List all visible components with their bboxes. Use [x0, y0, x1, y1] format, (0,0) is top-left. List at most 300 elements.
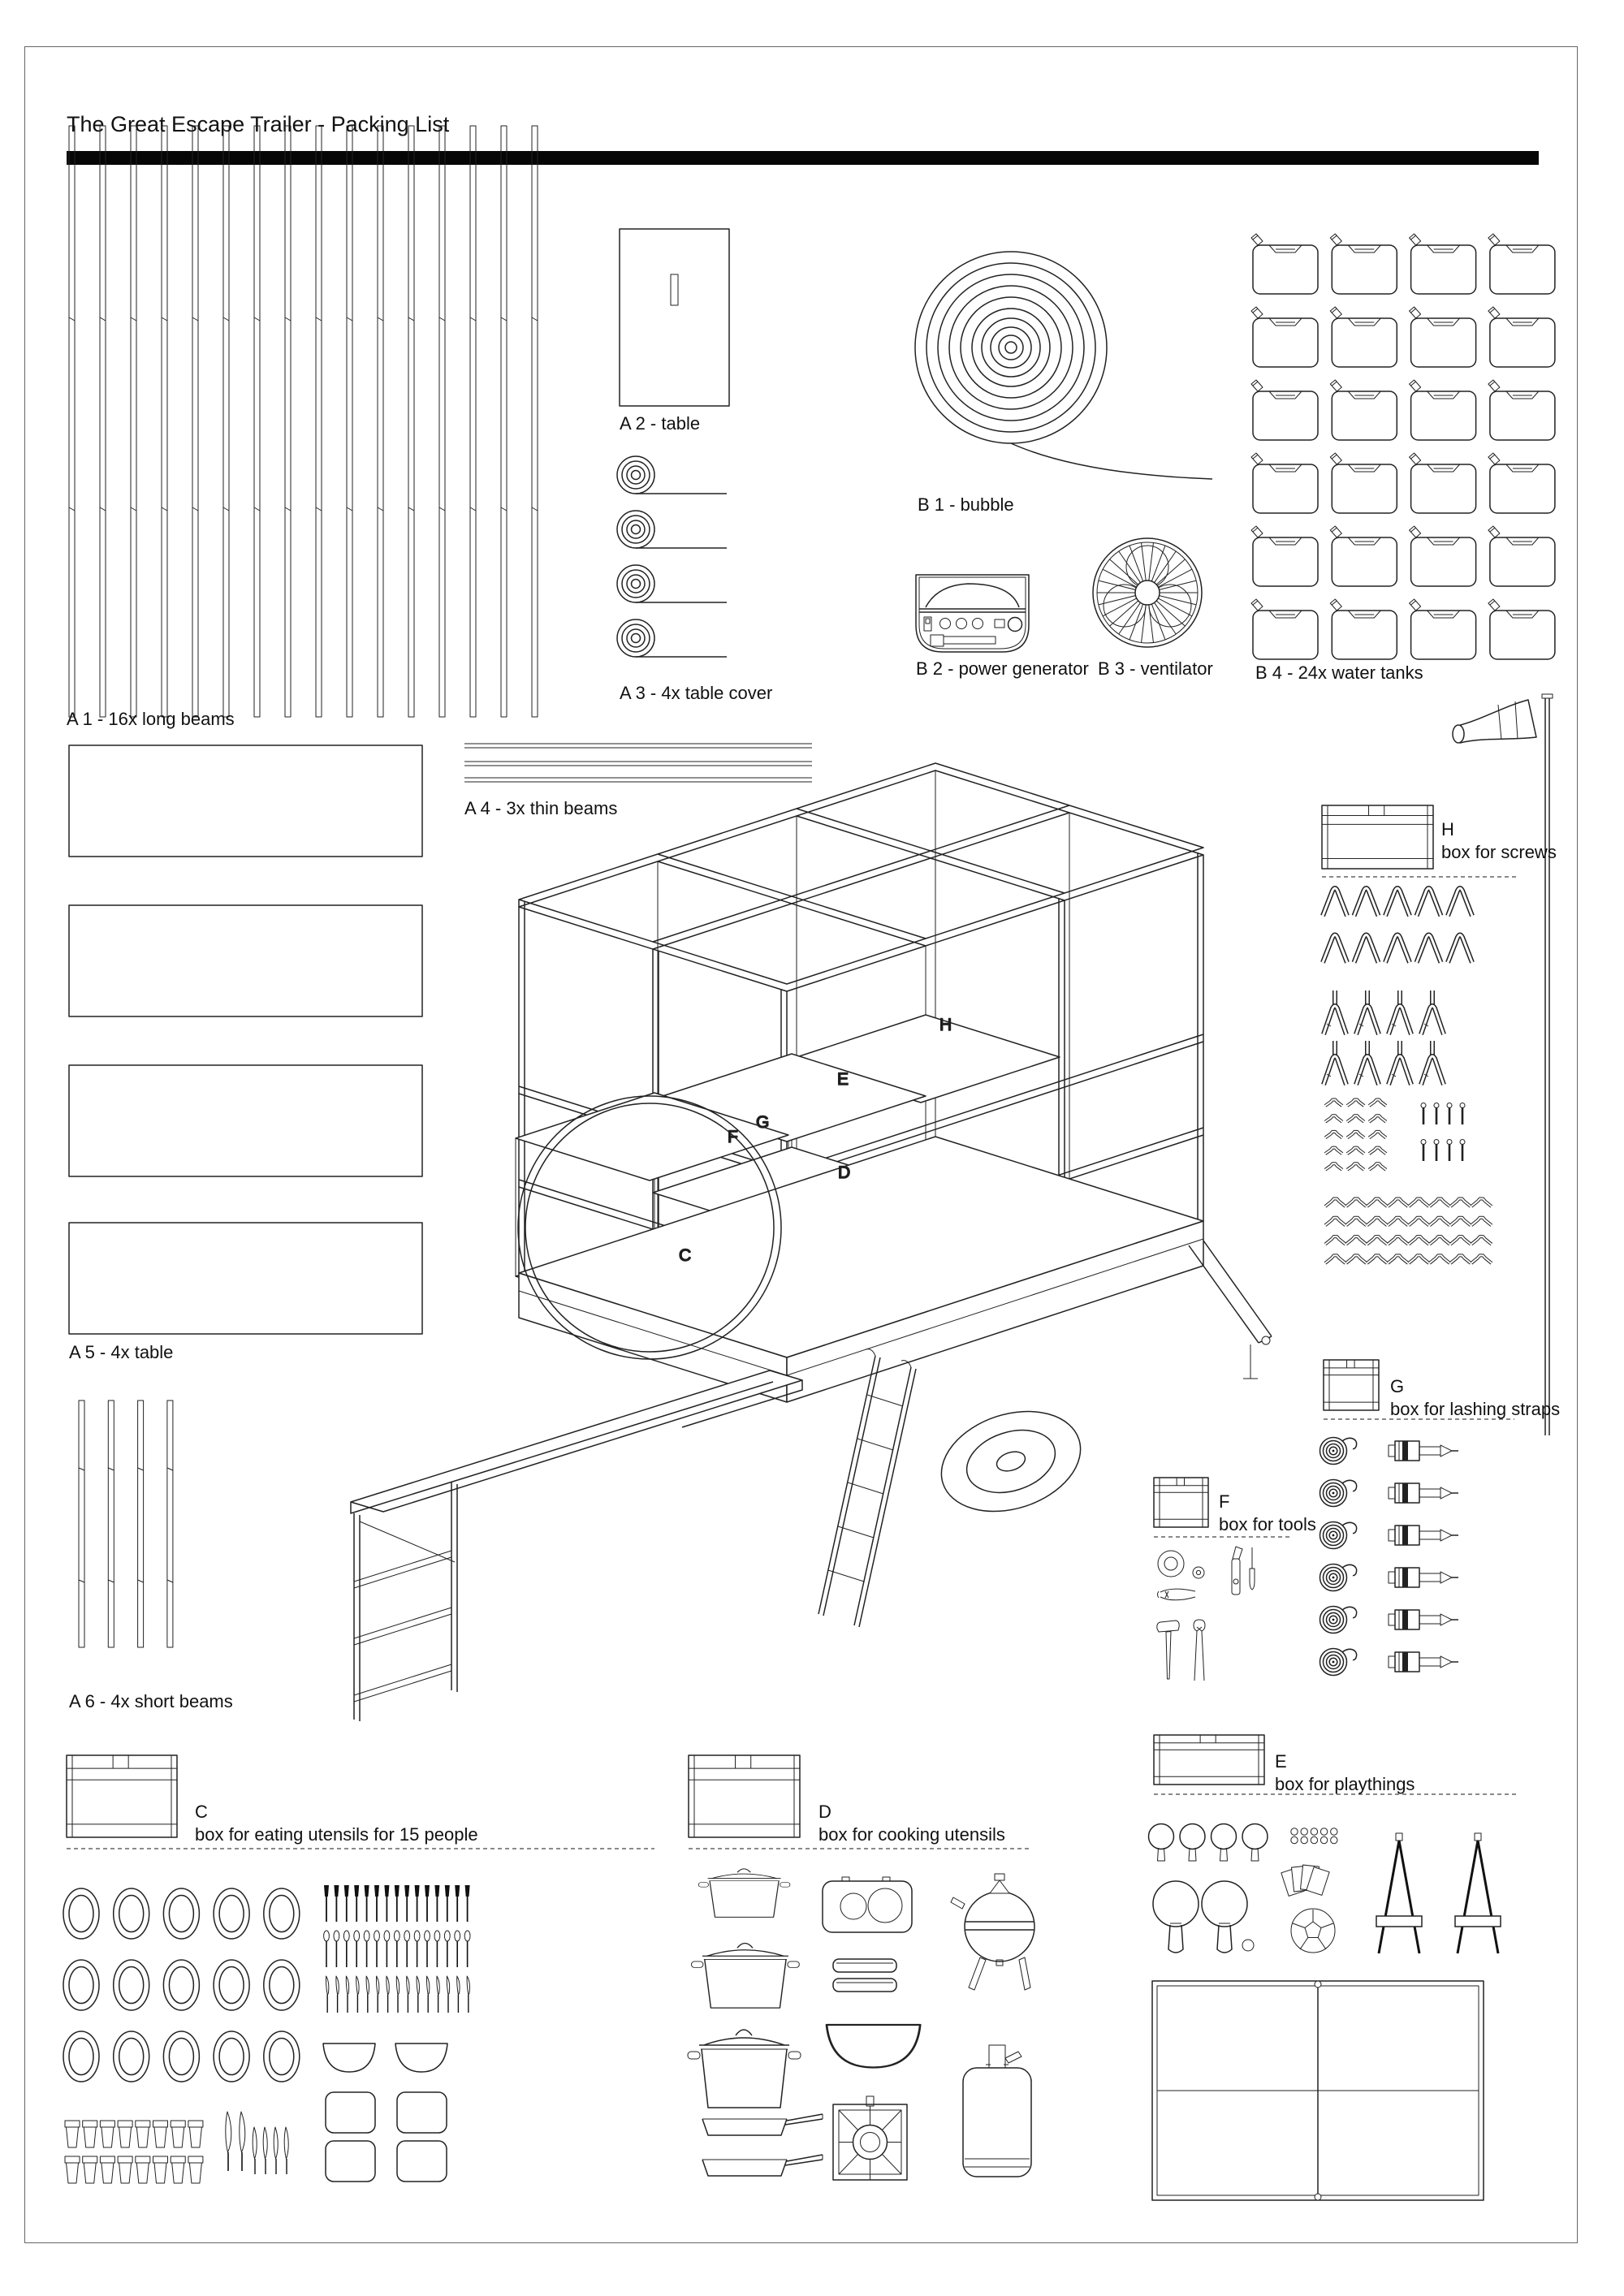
kitchen-knife-small — [274, 2127, 278, 2174]
fork — [344, 1885, 349, 1922]
pliers — [1158, 1589, 1196, 1600]
wing-bolt — [1367, 1236, 1387, 1245]
cup — [136, 2156, 150, 2183]
short-beam — [167, 1400, 173, 1647]
cup — [65, 2156, 80, 2183]
fork — [425, 1885, 430, 1922]
small-hook — [1369, 1148, 1386, 1154]
fork — [384, 1885, 389, 1922]
gas-burner — [833, 2096, 907, 2180]
wing-bolt — [1471, 1255, 1492, 1263]
water-tank — [1410, 526, 1476, 586]
plate — [63, 1888, 99, 1939]
fork — [365, 1885, 369, 1922]
wing-bolt — [1325, 1218, 1345, 1226]
crate — [1154, 1478, 1208, 1527]
kitchen-knife-large — [226, 2112, 231, 2171]
cooking-items — [688, 1869, 1034, 2180]
board — [397, 2141, 447, 2182]
small-hook — [1347, 1116, 1364, 1122]
lashing-strap — [1320, 1438, 1357, 1465]
ventilator — [1093, 538, 1202, 647]
spoon — [464, 1931, 470, 1967]
kitchen-knife-large — [240, 2112, 245, 2171]
table-cover-roll — [617, 511, 727, 548]
spoon — [414, 1931, 420, 1967]
pan-group — [702, 2114, 823, 2176]
table-knife — [417, 1976, 419, 2013]
playing-cards — [1281, 1865, 1329, 1896]
wing-bolt — [1409, 1255, 1429, 1263]
long-beam — [69, 126, 75, 717]
water-tank — [1251, 526, 1318, 586]
table-knife — [447, 1976, 449, 2013]
box-f-label: box for tools — [1219, 1514, 1316, 1534]
fork — [334, 1885, 339, 1922]
wing-bolt — [1471, 1199, 1492, 1207]
kitchen-knife-small-group — [253, 2127, 288, 2174]
fork — [445, 1885, 450, 1922]
tt-paddle — [1242, 1824, 1268, 1862]
wing-bolt — [1430, 1218, 1450, 1226]
box-f-letter: F — [1219, 1491, 1230, 1512]
board — [326, 2092, 375, 2133]
large-peg — [1354, 888, 1379, 916]
wing-bolt — [1388, 1218, 1408, 1226]
label-b3: B 3 - ventilator — [1098, 658, 1213, 679]
large-peg-group — [1323, 888, 1472, 963]
cup — [188, 2121, 203, 2147]
large-peg — [1417, 935, 1441, 963]
power-generator — [916, 575, 1029, 652]
wheel — [928, 1395, 1093, 1529]
table-knife — [346, 1976, 348, 2013]
fork — [324, 1885, 329, 1922]
table-knife — [457, 1976, 460, 2013]
water-tank — [1410, 599, 1476, 659]
label-a3: A 3 - 4x table cover — [620, 683, 773, 703]
ramp-table — [351, 1370, 802, 1721]
pin — [1421, 1103, 1426, 1125]
small-hook — [1369, 1116, 1386, 1122]
label-a6: A 6 - 4x short beams — [69, 1691, 233, 1711]
cup — [171, 2121, 185, 2147]
plate — [214, 2031, 249, 2082]
plate — [163, 1888, 199, 1939]
tt-ball-group — [1291, 1828, 1337, 1844]
small-hook-group — [1325, 1100, 1386, 1170]
water-tank-group — [1251, 234, 1555, 659]
spoon — [394, 1931, 400, 1967]
box-h-letter: H — [1441, 819, 1454, 839]
plate — [214, 1888, 249, 1939]
small-hook — [1325, 1116, 1342, 1122]
wing-bolt — [1430, 1199, 1450, 1207]
wing-bolt — [1388, 1236, 1408, 1245]
trailer-marker-e: E — [837, 1070, 849, 1089]
large-peg — [1448, 935, 1472, 963]
long-beam — [254, 126, 260, 717]
trailer-marker-g: G — [756, 1113, 770, 1132]
plate — [63, 1960, 99, 2010]
ratchet — [1389, 1568, 1458, 1587]
table-knife — [437, 1976, 439, 2013]
table-knife — [387, 1976, 389, 2013]
label-b4: B 4 - 24x water tanks — [1255, 662, 1423, 683]
label-a5: A 5 - 4x table — [69, 1342, 174, 1362]
water-tank — [1410, 453, 1476, 513]
beach-ball — [1242, 1940, 1254, 1951]
bubble — [915, 252, 1212, 479]
cup — [118, 2156, 132, 2183]
pincers — [1194, 1620, 1205, 1681]
wing-bolt-group — [1325, 1199, 1492, 1263]
grill-grate — [833, 1979, 896, 1992]
pin — [1447, 1140, 1452, 1162]
small-hook — [1325, 1148, 1342, 1154]
table-cover-roll — [617, 619, 727, 657]
cup — [118, 2121, 132, 2147]
plate — [114, 2031, 149, 2082]
fork-group — [324, 1885, 470, 1922]
small-hook — [1369, 1100, 1386, 1107]
fork — [354, 1885, 359, 1922]
pin — [1460, 1103, 1465, 1125]
serving-bowl — [395, 2044, 447, 2072]
fork — [415, 1885, 420, 1922]
spoon — [384, 1931, 390, 1967]
trailer-marker-h: H — [939, 1016, 952, 1034]
wing-bolt — [1450, 1236, 1471, 1245]
lashing-strap — [1320, 1564, 1357, 1591]
trailer-marker-c: C — [679, 1246, 692, 1265]
long-beam — [131, 126, 136, 717]
cup-group — [65, 2121, 203, 2183]
large-peg — [1323, 935, 1347, 963]
table-cover-roll — [617, 456, 727, 494]
wing-bolt — [1367, 1199, 1387, 1207]
plate — [264, 1888, 300, 1939]
wing-bolt — [1471, 1236, 1492, 1245]
screwdriver — [1250, 1547, 1255, 1590]
table-knife — [326, 1976, 328, 2013]
wing-bolt — [1450, 1255, 1471, 1263]
fork — [395, 1885, 400, 1922]
trailer-drawing — [351, 763, 1272, 1721]
lashing-strap — [1320, 1607, 1357, 1634]
label-a4: A 4 - 3x thin beams — [464, 798, 618, 818]
ladder — [818, 1349, 916, 1627]
plate — [163, 2031, 199, 2082]
water-tank — [1251, 453, 1318, 513]
easel-group — [1376, 1833, 1501, 1953]
wing-bolt — [1325, 1199, 1345, 1207]
spoon — [343, 1931, 349, 1967]
flag-pole — [1542, 694, 1553, 1435]
forked-peg — [1421, 990, 1444, 1034]
plate — [114, 1960, 149, 2010]
lashing-strap — [1320, 1522, 1357, 1549]
forked-peg-group — [1324, 990, 1444, 1085]
long-beam — [316, 126, 322, 717]
cup — [171, 2156, 185, 2183]
beach-paddle — [1153, 1881, 1199, 1953]
cup — [83, 2156, 97, 2183]
pin — [1434, 1140, 1439, 1162]
spoon — [455, 1931, 460, 1967]
table-knife — [396, 1976, 399, 2013]
plaything-items — [1152, 1865, 1484, 2200]
wing-bolt — [1367, 1255, 1387, 1263]
plate — [214, 1960, 249, 2010]
box-g-letter: G — [1390, 1376, 1405, 1396]
small-hook — [1325, 1100, 1342, 1107]
forked-peg — [1356, 990, 1379, 1034]
serving-bowl — [323, 2044, 375, 2072]
small-hook — [1369, 1132, 1386, 1138]
table-knife-group — [326, 1976, 469, 2013]
box-c-letter: C — [195, 1802, 208, 1822]
beach-paddle-group — [1153, 1881, 1247, 1953]
long-beam — [285, 126, 291, 717]
table-knife — [336, 1976, 339, 2013]
cup — [65, 2121, 80, 2147]
long-beam — [378, 126, 383, 717]
large-peg — [1385, 888, 1410, 916]
crate — [689, 1755, 800, 1837]
large-peg — [1417, 888, 1441, 916]
ratchet — [1389, 1441, 1458, 1461]
thin-beams-a4 — [464, 744, 812, 782]
small-hook — [1369, 1163, 1386, 1170]
tt-ball — [1311, 1828, 1317, 1835]
forked-peg — [1356, 1041, 1379, 1085]
table-tennis-table — [1152, 1981, 1484, 2200]
forked-peg — [1389, 1041, 1411, 1085]
water-tank — [1251, 307, 1318, 367]
long-beam — [347, 126, 352, 717]
fork — [465, 1885, 470, 1922]
tables-a5 — [69, 745, 422, 1334]
label-b1: B 1 - bubble — [918, 494, 1014, 515]
table-a2 — [620, 229, 729, 406]
kitchen-knife-large-group — [226, 2112, 245, 2171]
pan — [702, 2155, 823, 2176]
tt-ball — [1291, 1828, 1298, 1835]
plate — [114, 1888, 149, 1939]
wing-bolt — [1325, 1236, 1345, 1245]
water-tank — [1488, 234, 1555, 294]
water-tank — [1330, 380, 1397, 440]
wing-bolt — [1450, 1199, 1471, 1207]
table-knife — [376, 1976, 378, 2013]
ratchet-group — [1389, 1441, 1458, 1672]
water-tank — [1488, 307, 1555, 367]
large-peg — [1385, 935, 1410, 963]
pin — [1447, 1103, 1452, 1125]
plate — [264, 2031, 300, 2082]
lashing-strap — [1320, 1480, 1357, 1507]
grill-grate-group — [833, 1959, 896, 1992]
cup — [83, 2121, 97, 2147]
long-beam — [439, 126, 445, 717]
table-knife — [426, 1976, 429, 2013]
water-tank — [1410, 234, 1476, 294]
small-hook — [1325, 1132, 1342, 1138]
table-knife — [366, 1976, 369, 2013]
small-hook — [1347, 1100, 1364, 1107]
cup — [188, 2156, 203, 2183]
spoon — [404, 1931, 410, 1967]
ratchet — [1389, 1526, 1458, 1545]
cutter-knife — [1232, 1547, 1242, 1595]
water-tank — [1251, 599, 1318, 659]
spoon — [354, 1931, 360, 1967]
serving-bowl-group — [323, 2044, 447, 2072]
water-tank — [1488, 453, 1555, 513]
tools — [1157, 1547, 1255, 1681]
spoon — [425, 1931, 430, 1967]
long-beam — [501, 126, 507, 717]
wing-bolt — [1409, 1236, 1429, 1245]
fork — [374, 1885, 379, 1922]
box-d-label: box for cooking utensils — [818, 1824, 1005, 1845]
spoon-group — [324, 1931, 470, 1967]
long-beam — [192, 126, 198, 717]
wing-bolt — [1409, 1218, 1429, 1226]
table-knife — [356, 1976, 359, 2013]
long-beam — [532, 126, 538, 717]
wing-bolt — [1346, 1236, 1367, 1245]
gas-bottle — [963, 2045, 1031, 2177]
wing-bolt — [1430, 1236, 1450, 1245]
board — [397, 2092, 447, 2133]
wing-bolt — [1346, 1199, 1367, 1207]
forked-peg — [1324, 990, 1346, 1034]
label-a2: A 2 - table — [620, 413, 701, 434]
spoon — [364, 1931, 369, 1967]
water-tank — [1330, 307, 1397, 367]
long-beam — [470, 126, 476, 717]
wing-bolt — [1346, 1218, 1367, 1226]
water-tank — [1488, 599, 1555, 659]
water-tank — [1330, 599, 1397, 659]
board-group — [326, 2092, 447, 2182]
tt-ball — [1320, 1836, 1327, 1843]
pan — [702, 2114, 823, 2135]
spoon — [324, 1931, 330, 1967]
long-beam — [162, 126, 167, 717]
pin — [1434, 1103, 1439, 1125]
fork — [434, 1885, 439, 1922]
cup — [153, 2156, 168, 2183]
grill-bowl — [827, 2025, 920, 2068]
football — [1291, 1909, 1335, 1953]
crate — [1322, 805, 1433, 869]
tt-paddle — [1180, 1824, 1205, 1862]
short-beam-group — [79, 1400, 173, 1647]
cup — [136, 2121, 150, 2147]
trailer-marker-d: D — [838, 1163, 851, 1182]
long-beam-group — [69, 126, 538, 717]
crate — [1154, 1735, 1264, 1785]
tt-paddle — [1212, 1824, 1237, 1862]
cup — [100, 2121, 114, 2147]
ratchet — [1389, 1483, 1458, 1503]
spoon — [444, 1931, 450, 1967]
kitchen-knife-small — [253, 2127, 257, 2174]
spoon — [434, 1931, 440, 1967]
wing-bolt — [1367, 1218, 1387, 1226]
pin — [1421, 1140, 1426, 1162]
water-tank — [1330, 526, 1397, 586]
box-d-letter: D — [818, 1802, 831, 1822]
ratchet — [1389, 1652, 1458, 1672]
forked-peg — [1324, 1041, 1346, 1085]
wing-bolt — [1471, 1218, 1492, 1226]
tt-ball — [1311, 1836, 1317, 1843]
easel — [1376, 1833, 1422, 1953]
hammer — [1157, 1621, 1179, 1679]
box-c-label: box for eating utensils for 15 people — [195, 1824, 478, 1845]
windsock — [1453, 700, 1536, 743]
tt-paddle-group — [1149, 1824, 1268, 1862]
tt-ball — [1301, 1836, 1307, 1843]
kitchen-knife-small — [263, 2127, 267, 2174]
large-peg — [1448, 888, 1472, 916]
forked-peg — [1421, 1041, 1444, 1085]
lashing-strap-group — [1320, 1438, 1357, 1676]
ratchet — [1389, 1610, 1458, 1629]
label-a1: A 1 - 16x long beams — [67, 709, 235, 729]
crate — [1324, 1360, 1379, 1410]
water-tank — [1330, 453, 1397, 513]
spoon — [334, 1931, 339, 1967]
forked-peg — [1389, 990, 1411, 1034]
label-b2: B 2 - power generator — [916, 658, 1089, 679]
table-knife — [407, 1976, 409, 2013]
box-e-label: box for playthings — [1275, 1774, 1415, 1794]
short-beam — [108, 1400, 114, 1647]
small-hook — [1347, 1163, 1364, 1170]
plate — [63, 2031, 99, 2082]
small-hook — [1347, 1132, 1364, 1138]
large-peg — [1323, 888, 1347, 916]
box-h-label: box for screws — [1441, 842, 1557, 862]
long-beam — [223, 126, 229, 717]
page-title: The Great Escape Trailer - Packing List — [67, 112, 450, 136]
plate — [163, 1960, 199, 2010]
spoon — [374, 1931, 380, 1967]
kettle-grill — [951, 1874, 1034, 1990]
plate — [264, 1960, 300, 2010]
tt-ball — [1301, 1828, 1307, 1835]
beach-paddle — [1202, 1881, 1247, 1953]
tt-ball — [1331, 1836, 1337, 1843]
large-peg — [1354, 935, 1379, 963]
tt-ball — [1320, 1828, 1327, 1835]
double-cooker — [823, 1877, 912, 1932]
kitchen-knife-small — [284, 2127, 288, 2174]
wing-bolt — [1346, 1255, 1367, 1263]
water-tank — [1251, 380, 1318, 440]
wing-bolt — [1325, 1255, 1345, 1263]
water-tank — [1251, 234, 1318, 294]
short-beam — [138, 1400, 144, 1647]
box-g-label: box for lashing straps — [1390, 1399, 1561, 1419]
wing-bolt — [1388, 1255, 1408, 1263]
water-tank — [1410, 380, 1476, 440]
